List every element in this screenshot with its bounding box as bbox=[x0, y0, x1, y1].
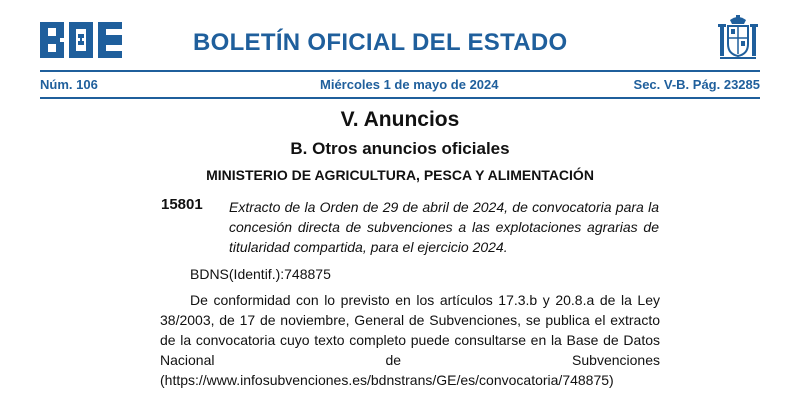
subsection-heading: B. Otros anuncios oficiales bbox=[290, 139, 510, 158]
header-rule-bottom bbox=[40, 97, 760, 99]
issue-date: Miércoles 1 de mayo de 2024 bbox=[320, 77, 499, 92]
coat-of-arms-icon bbox=[716, 14, 760, 64]
section-page: Sec. V-B. Pág. 23285 bbox=[633, 77, 760, 92]
section-heading: V. Anuncios bbox=[340, 108, 460, 131]
ministry-heading: MINISTERIO DE AGRICULTURA, PESCA Y ALIMENTACIÓN bbox=[206, 167, 594, 183]
issue-number: Núm. 106 bbox=[40, 77, 98, 92]
bdns-identifier: BDNS(Identif.):748875 bbox=[190, 266, 331, 282]
notice-body: De conformidad con lo previsto en los artículos 17.3.b y 20.8.a de la Ley 38/2003, de 17 de noviembre, General de Subvenciones, se publica el extracto de la convocatoria cuyo texto completo puede consultarse en la Base de Datos Nacional de Subvenciones (https://www.infosubvenciones.es/bdnstrans/GE/es/convocatoria/748875) bbox=[160, 292, 660, 388]
newspaper-title: BOLETÍN OFICIAL DEL ESTADO bbox=[193, 29, 568, 56]
boe-logo bbox=[40, 22, 124, 58]
notice-number: 15801 bbox=[161, 196, 203, 213]
header-rule-top bbox=[40, 70, 760, 72]
notice-title: Extracto de la Orden de 29 de abril de 2024, de convocatoria para la concesión directa de subvenciones a las explotaciones agrarias de titularidad compartida, para el ejercicio 2024. bbox=[229, 199, 659, 255]
